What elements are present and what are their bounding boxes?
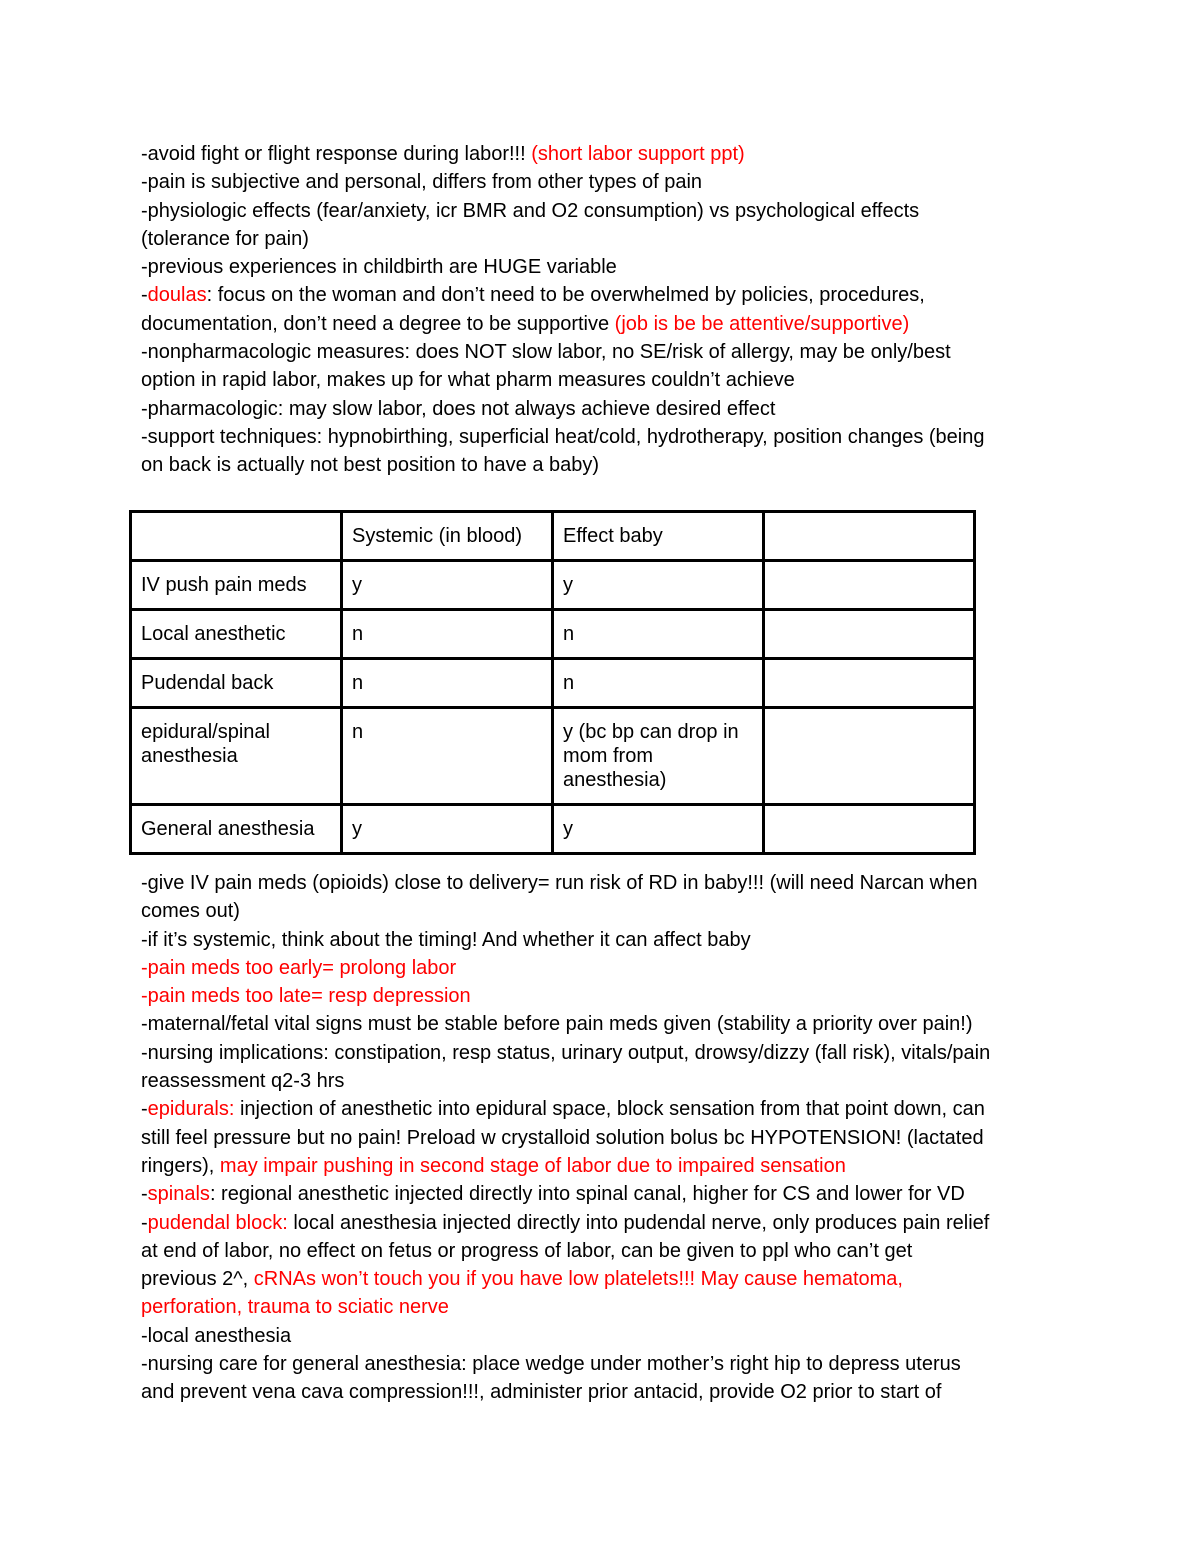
table-cell bbox=[342, 805, 553, 854]
table-cell bbox=[764, 561, 975, 610]
cell-text: epidural/spinal anesthesia bbox=[141, 721, 270, 767]
note-text: documentation, don’t need a degree to be supportive bbox=[141, 312, 615, 335]
notes-line bbox=[141, 1237, 1071, 1265]
highlighted-text: (job is be be attentive/supportive) bbox=[614, 312, 910, 335]
note-text: -maternal/fetal vital signs must be stable before pain meds given (stability a priority over pain!) bbox=[141, 1013, 973, 1036]
note-text: -if it’s systemic, think about the timing! And whether it can affect baby bbox=[141, 928, 751, 951]
note-text: -support techniques: hypnobirthing, superficial heat/cold, hydrotherapy, position changes (being bbox=[141, 425, 985, 448]
notes-line bbox=[141, 1152, 1071, 1180]
table-row bbox=[131, 708, 975, 805]
table-cell bbox=[764, 805, 975, 854]
intro-line bbox=[141, 310, 1071, 338]
cell-text: y bbox=[563, 574, 573, 596]
cell-text: n bbox=[563, 672, 575, 694]
highlighted-text: -pain meds too late= resp depression bbox=[141, 985, 471, 1008]
intro-line bbox=[141, 395, 1071, 423]
table-header-cell bbox=[553, 512, 764, 561]
cell-text: Pudendal back bbox=[141, 672, 274, 694]
intro-line bbox=[141, 140, 1071, 168]
table-cell bbox=[764, 610, 975, 659]
note-text: -nursing implications: constipation, resp status, urinary output, drowsy/dizzy (fall risk), vitals/pain bbox=[141, 1041, 991, 1064]
notes-line bbox=[141, 1265, 1071, 1293]
notes-line bbox=[141, 1293, 1071, 1321]
cell-text: General anesthesia bbox=[141, 818, 315, 840]
note-text: -give IV pain meds (opioids) close to delivery= run risk of RD in baby!!! (will need Narcan when bbox=[141, 872, 978, 894]
table-cell bbox=[553, 805, 764, 854]
note-text: -previous experiences in childbirth are HUGE variable bbox=[141, 256, 617, 279]
intro-line bbox=[141, 168, 1071, 196]
note-text: - bbox=[141, 284, 148, 307]
table-header-cell bbox=[764, 512, 975, 561]
note-text: local anesthesia injected directly into pudendal nerve, only produces pain relief bbox=[287, 1211, 990, 1234]
table-cell bbox=[131, 708, 342, 805]
notes-line bbox=[141, 1322, 1071, 1350]
highlighted-text: cRNAs won’t touch you if you have low platelets!!! May cause hematoma, bbox=[253, 1268, 903, 1291]
table-header-cell bbox=[342, 512, 553, 561]
note-text: ringers), bbox=[141, 1154, 220, 1177]
notes-line bbox=[141, 982, 1071, 1010]
note-text: -local anesthesia bbox=[141, 1324, 292, 1347]
cell-text: Local anesthetic bbox=[141, 623, 286, 645]
note-text: option in rapid labor, makes up for what pharm measures couldn’t achieve bbox=[141, 369, 795, 392]
note-text: - bbox=[141, 1183, 148, 1206]
table-cell bbox=[342, 610, 553, 659]
cell-text: n bbox=[352, 721, 364, 743]
cell-text: n bbox=[563, 623, 575, 645]
highlighted-text: may impair pushing in second stage of labor due to impaired sensation bbox=[219, 1154, 846, 1177]
note-text: reassessment q2-3 hrs bbox=[141, 1070, 345, 1093]
notes-line bbox=[141, 897, 1071, 925]
note-text: - bbox=[141, 1098, 148, 1121]
table-row bbox=[131, 561, 975, 610]
table-cell bbox=[131, 805, 342, 854]
cell-text: y bbox=[563, 818, 573, 840]
table-cell bbox=[342, 561, 553, 610]
table-row bbox=[131, 805, 975, 854]
intro-line bbox=[141, 225, 1071, 253]
notes-line bbox=[141, 1350, 1071, 1378]
notes-line bbox=[141, 1209, 1071, 1237]
intro-line bbox=[141, 253, 1071, 281]
cell-text: y (bc bp can drop in mom from anesthesia) bbox=[563, 721, 739, 791]
note-text: -avoid fight or flight response during labor!!! bbox=[141, 143, 532, 165]
intro-line bbox=[141, 338, 1071, 366]
table-cell bbox=[131, 610, 342, 659]
table-cell bbox=[553, 561, 764, 610]
table-row bbox=[131, 659, 975, 708]
highlighted-text: doulas bbox=[147, 284, 207, 307]
note-text: and prevent vena cava compression!!!, administer prior antacid, provide O2 prior to start of bbox=[141, 1381, 942, 1404]
note-text: -physiologic effects (fear/anxiety, icr BMR and O2 consumption) vs psychological effects bbox=[141, 199, 920, 222]
note-text: -nonpharmacologic measures: does NOT slow labor, no SE/risk of allergy, may be only/best bbox=[141, 341, 951, 364]
pain-management-notes bbox=[141, 869, 1071, 1407]
intro-line bbox=[141, 451, 1071, 479]
cell-text: IV push pain meds bbox=[141, 574, 307, 596]
highlighted-text: spinals bbox=[147, 1183, 210, 1206]
notes-line bbox=[141, 1180, 1071, 1208]
highlighted-text: -pain meds too early= prolong labor bbox=[141, 956, 457, 979]
table-cell bbox=[553, 708, 764, 805]
note-text: -nursing care for general anesthesia: place wedge under mother’s right hip to depress uterus bbox=[141, 1353, 961, 1376]
intro-notes bbox=[141, 140, 1071, 480]
cell-text: y bbox=[352, 818, 362, 840]
table-cell bbox=[764, 659, 975, 708]
note-text: at end of labor, no effect on fetus or progress of labor, can be given to ppl who can’t get bbox=[141, 1239, 913, 1262]
note-text: comes out) bbox=[141, 900, 240, 923]
notes-line bbox=[141, 1124, 1071, 1152]
table-header-cell bbox=[131, 512, 342, 561]
table-cell bbox=[131, 659, 342, 708]
note-text: : focus on the woman and don’t need to be overwhelmed by policies, procedures, bbox=[206, 284, 925, 307]
table-cell bbox=[553, 610, 764, 659]
notes-line bbox=[141, 1010, 1071, 1038]
highlighted-text: pudendal block: bbox=[147, 1211, 288, 1234]
note-text: injection of anesthetic into epidural space, block sensation from that point down, can bbox=[234, 1098, 985, 1121]
notes-line bbox=[141, 1378, 1071, 1406]
table-cell bbox=[131, 561, 342, 610]
table-cell bbox=[764, 708, 975, 805]
notes-line bbox=[141, 1067, 1071, 1095]
highlighted-text: epidurals: bbox=[147, 1098, 235, 1121]
note-text: -pharmacologic: may slow labor, does not always achieve desired effect bbox=[141, 397, 776, 420]
notes-line bbox=[141, 1039, 1071, 1067]
intro-line bbox=[141, 197, 1071, 225]
note-text: on back is actually not best position to have a baby) bbox=[141, 454, 600, 477]
note-text: still feel pressure but no pain! Preload w crystalloid solution bolus bc HYPOTENSION! (lactated bbox=[141, 1126, 984, 1149]
note-text: : regional anesthetic injected directly into spinal canal, higher for CS and lower for VD bbox=[209, 1183, 965, 1206]
cell-text: Effect baby bbox=[563, 525, 663, 547]
highlighted-text: (short labor support ppt) bbox=[531, 143, 745, 165]
note-text: previous 2^, bbox=[141, 1268, 254, 1291]
table-cell bbox=[342, 708, 553, 805]
table-cell bbox=[553, 659, 764, 708]
highlighted-text: perforation, trauma to sciatic nerve bbox=[141, 1296, 449, 1319]
intro-line bbox=[141, 281, 1071, 309]
note-text: -pain is subjective and personal, differs from other types of pain bbox=[141, 171, 703, 194]
cell-text: n bbox=[352, 623, 364, 645]
notes-line bbox=[141, 954, 1071, 982]
table-header-row bbox=[131, 512, 975, 561]
cell-text: Systemic (in blood) bbox=[352, 525, 523, 547]
cell-text: y bbox=[352, 574, 362, 596]
cell-text: n bbox=[352, 672, 364, 694]
notes-line bbox=[141, 926, 1071, 954]
table-cell bbox=[342, 659, 553, 708]
note-text: (tolerance for pain) bbox=[141, 227, 309, 250]
intro-line bbox=[141, 423, 1071, 451]
notes-line bbox=[141, 1095, 1071, 1123]
anesthesia-table bbox=[129, 510, 976, 855]
intro-line bbox=[141, 366, 1071, 394]
note-text: - bbox=[141, 1211, 148, 1234]
notes-line bbox=[141, 869, 1071, 897]
table-row bbox=[131, 610, 975, 659]
